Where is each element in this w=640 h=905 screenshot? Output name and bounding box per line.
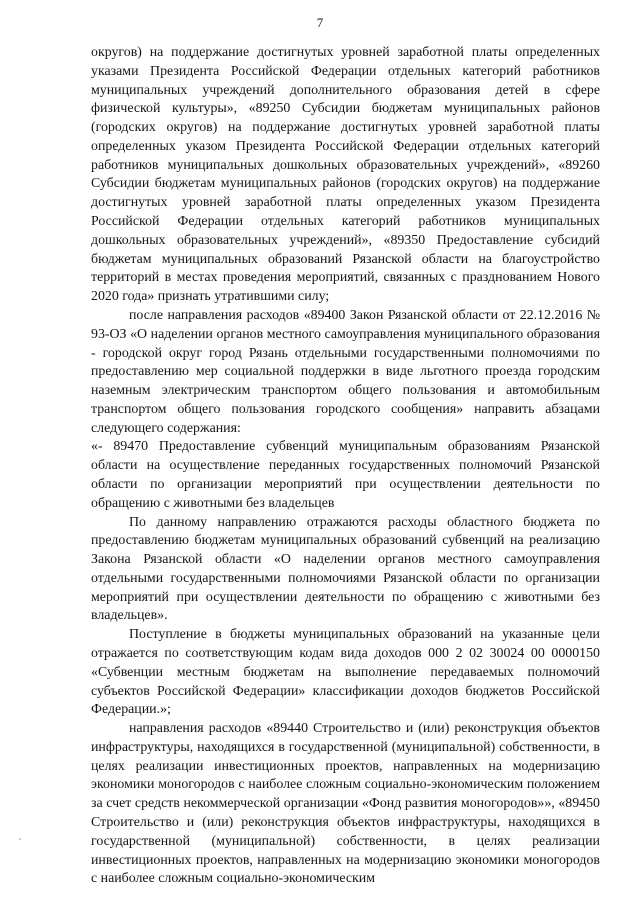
- paragraph-direction-description: По данному направлению отражаются расходы областного бюджета по предоставлению бюджетам муниципальных образований субвенций на реализацию Закона Рязанской области «О наделении органов местного самоуправления отдельными государственными полномочиями Рязанской области по организации мероприятий при осуществлении деятельности по обращению с животными без владельцев».: [91, 514, 600, 624]
- scan-speck: [19, 838, 21, 840]
- paragraph-continued-list: округов) на поддержание достигнутых уровней заработной платы определенных указами Президента Российской Федерации отдельных категорий работников муниципальных учреждений дополнительного образования детей в сфере физической культуры», «89250 Субсидии бюджетам муниципальных районов (городских округов) на поддержание достигнутых уровней заработной платы определенных указом Президента Российской Федерации отдельных категорий работников муниципальных дошкольных образовательных учреждений», «89260 Субсидии бюджетам муниципальных районов (городских округов) на поддержание достигнутых уровней заработной платы определенных указом Президента Российской Федерации отдельных категорий работников муниципальных дошкольных образовательных учреждений», «89350 Предоставление субсидий бюджетам муниципальных образований Рязанской области на благоустройство территорий в местах проведения мероприятий, связанных с празднованием Нового 2020 года» признать утратившими силу;: [91, 45, 600, 305]
- document-body: [91, 44, 600, 889]
- page-number: 7: [316, 15, 324, 30]
- paragraph-directions-89440-89450: направления расходов «89440 Строительство и (или) реконструкция объектов инфраструктуры, находящихся в государственной (муниципальной) собственности, в целях реализации инвестиционных проектов, направленных на модернизацию экономики моногородов с наиболее сложным социально-экономическим положением за счет средств некоммерческой организации «Фонд развития моногородов»», «89450 Строительство и (или) реконструкция объектов инфраструктуры, находящихся в государственной (муниципальной) собственности, в целях реализации инвестиционных проектов, направленных на модернизацию экономики моногородов с наиболее сложным социально-экономическим: [91, 721, 600, 887]
- paragraph-89470-item: «- 89470 Предоставление субвенций муниципальным образованиям Рязанской области на осуществление переданных государственных полномочий Рязанской области по организации мероприятий при осуществлении деятельности по обращению с животными без владельцев: [91, 439, 600, 511]
- paragraph-income-codes: Поступление в бюджеты муниципальных образований на указанные цели отражается по соответствующим кодам вида доходов 000 2 02 30024 00 0000150 «Субвенции местным бюджетам на выполнение передаваемых полномочий субъектов Российской Федерации» классификации доходов бюджетов Российской Федерации.»;: [91, 627, 600, 718]
- paragraph-after-89400: после направления расходов «89400 Закон Рязанской области от 22.12.2016 № 93-ОЗ «О наделении органов местного самоуправления муниципального образования - городской округ город Рязань отдельными государственными полномочиями по предоставлению мер социальной поддержки в виде льготного проезда городским наземным электрическим транспортом общего пользования и автомобильным транспортом общего пользования городского сообщения» направить абзацами следующего содержания:: [91, 307, 600, 436]
